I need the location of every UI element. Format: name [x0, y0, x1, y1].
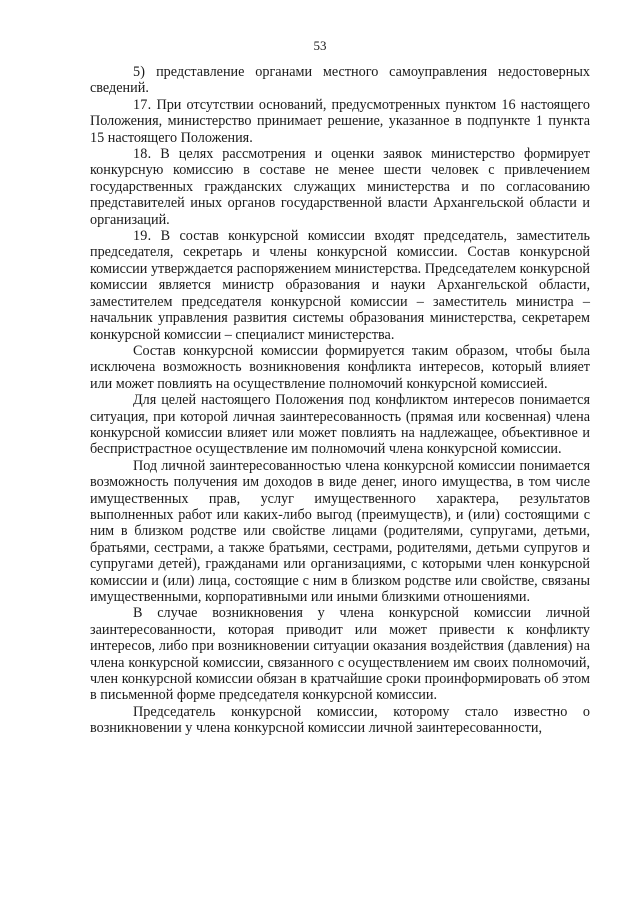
- page-number: 53: [313, 38, 327, 53]
- paragraph-19: [90, 228, 590, 343]
- paragraph-text: Состав конкурсной комиссии формируется таким образом, чтобы была исключена возможность возникновения конфликта интересов, который влияет или может повлиять на осуществление полномочий конкурсной комиссией.: [90, 342, 590, 392]
- paragraph-notification-duty: [90, 605, 590, 703]
- paragraph-conflict-definition: [90, 392, 590, 458]
- paragraph-text: Для целей настоящего Положения под конфликтом интересов понимается ситуация, при которой личная заинтересованность (прямая или косвенная) члена конкурсной комиссии влияет или может повлиять на надлежащее, объективное и беспристрастное осуществление им полномочий члена конкурсной комиссии.: [90, 392, 590, 458]
- paragraph-text: Под личной заинтересованностью члена конкурсной комиссии понимается возможность получения им доходов в виде денег, иного имущества, в том числе имущественных прав, услуг имущественного характера, результатов выполненных работ или каких-либо выгод (преимуществ), и (или) состоящими с ним в близком родстве или свойстве лицами (родителями, супругами, детьми, братьями, сестрами, а также братьями, сестрами, родителями, детьми супругов и супругами детей), гражданами или организациями, с которыми член конкурсной комиссии и (или) лица, состоящие с ним в близком родстве или свойстве, связаны имущественными, корпоративными или иными близкими отношениями.: [90, 457, 590, 605]
- paragraph-item-5: [90, 64, 590, 97]
- item-label: 17.: [133, 96, 152, 113]
- paragraph-17: [90, 97, 590, 146]
- paragraph-text: представление органами местного самоуправления недостоверных сведений.: [90, 64, 590, 97]
- paragraph-text: При отсутствии оснований, предусмотренных пунктом 16 настоящего Положения, министерство принимает решение, указанное в подпункте 1 пункта 15 настоящего Положения.: [90, 96, 590, 146]
- document-body: [90, 64, 590, 737]
- paragraph-18: [90, 146, 590, 228]
- paragraph-commission-composition: [90, 343, 590, 392]
- item-label: 18.: [133, 146, 152, 163]
- paragraph-text: В случае возникновения у члена конкурсной комиссии личной заинтересованности, которая приводит или может привести к конфликту интересов, либо при возникновении ситуации оказания воздействия (давления) на члена конкурсной комиссии, связанного с осуществлением им своих полномочий, член конкурсной комиссии обязан в кратчайшие сроки проинформировать об этом в письменной форме председателя конкурсной комиссии.: [90, 605, 590, 704]
- item-label: 19.: [133, 228, 152, 245]
- paragraph-text: Председатель конкурсной комиссии, которому стало известно о возникновении у члена конкурсной комиссии личной заинтересованности,: [90, 703, 590, 737]
- paragraph-text: В целях рассмотрения и оценки заявок министерство формирует конкурсную комиссию в составе не менее шести человек с привлечением государственных гражданских служащих министерства и по согласованию представителей иных органов государственной власти Архангельской области и организаций.: [90, 146, 590, 228]
- paragraph-text: В состав конкурсной комиссии входят председатель, заместитель председателя, секретарь и члены конкурсной комиссии. Состав конкурсной комиссии утверждается распоряжением министерства. Председателем конкурсной комиссии является министр образования и науки Архангельской области, заместителем председателя конкурсной комиссии – заместитель министра – начальник управления развития системы образования министерства, секретарем конкурсной комиссии – специалист министерства.: [90, 228, 590, 343]
- paragraph-chairman: [90, 704, 590, 737]
- paragraph-personal-interest: [90, 458, 590, 606]
- item-label: 5): [133, 64, 146, 80]
